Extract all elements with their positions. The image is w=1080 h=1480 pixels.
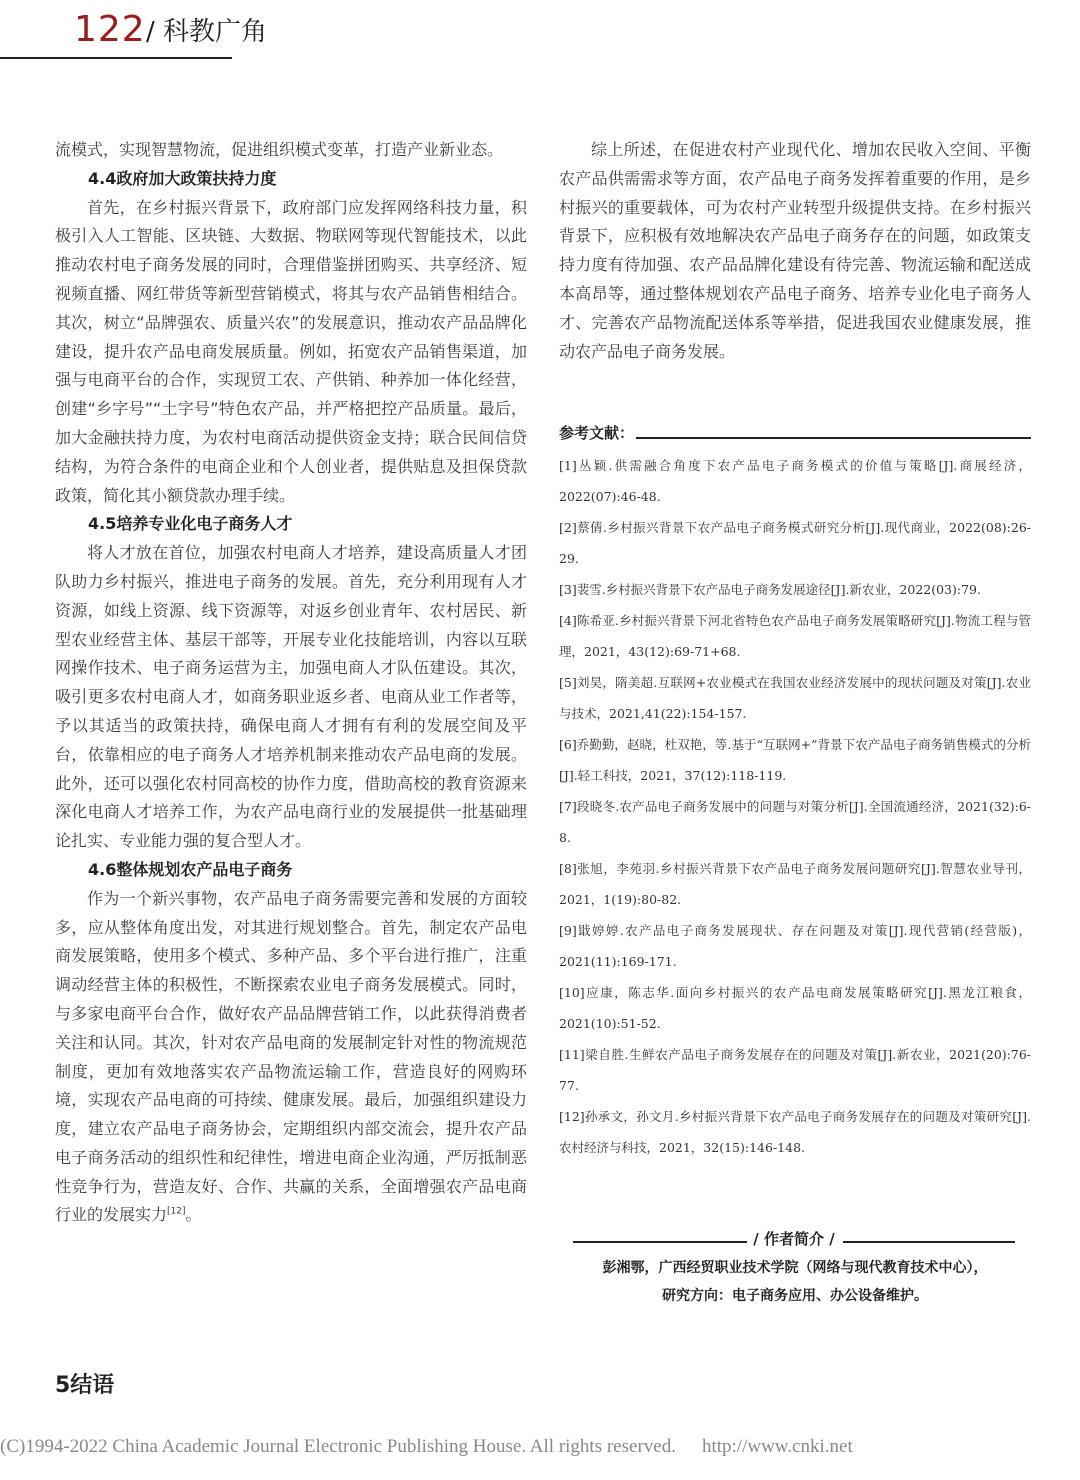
copyright-footer <box>0 1436 1080 1458</box>
page-number: 122 <box>74 9 146 50</box>
copyright-text: (C)1994-2022 China Academic Journal Electronic Publishing House. All rights reserved. <box>0 1436 676 1457</box>
reference-item: [7]段晓冬.农产品电子商务发展中的问题与对策分析[J].全国流通经济，2021(32):6-8. <box>559 799 1031 845</box>
author-rule-right <box>843 1241 1015 1243</box>
reference-item: [2]蔡倩.乡村振兴背景下农产品电子商务模式研究分析[J].现代商业，2022(08):26-29. <box>559 520 1031 566</box>
section-4-6-end: 。 <box>185 1205 202 1225</box>
reference-item: [6]乔勤勤，赵晓，杜双艳，等.基于“互联网+”背景下农产品电子商务销售模式的分析[J].轻工科技，2021，37(12):118-119. <box>559 737 1031 783</box>
intro-paragraph: 流模式，实现智慧物流，促进组织模式变革，打造产业新业态。 <box>55 140 504 159</box>
author-label: / 作者简介 / <box>753 1230 835 1248</box>
reference-item: [10]应康，陈志华.面向乡村振兴的农产品电商发展策略研究[J].黑龙江粮食，2021(10):51-52. <box>559 985 1031 1031</box>
references-list <box>559 450 1031 1163</box>
section-4-5-paragraph: 将人才放在首位，加强农村电商人才培养，建设高质量人才团队助力乡村振兴，推进电子商务的发展。首先，充分利用现有人才资源，如线上资源、线下资源等，对返乡创业青年、农村居民、新型农业经营主体、基层干部等，开展专业化技能培训，内容以互联网操作技术、电子商务运营为主，加强电商人才队伍建设。其次，吸引更多农村电商人才，如商务职业返乡者、电商从业工作者等，予以其适当的政策扶持，确保电商人才拥有有利的发展空间及平台，依靠相应的电子商务人才培养机制来推动农产品电商的发展。此外，还可以强化农村同高校的协作力度，借助高校的教育资源来深化电商人才培养工作，为农产品电商行业的发展提供一批基础理论扎实、专业能力强的复合型人才。 <box>55 543 527 851</box>
page-header <box>0 8 300 54</box>
author-line-1: 彭湘鄂，广西经贸职业技术学院（网络与现代教育技术中心）， <box>602 1260 988 1276</box>
author-line-2: 研究方向：电子商务应用、办公设备维护。 <box>662 1288 928 1304</box>
reference-item: [8]张旭，李苑羽.乡村振兴背景下农产品电子商务发展问题研究[J].智慧农业导刊，2021，1(19):80-82. <box>559 861 1031 907</box>
references-rule <box>627 437 1031 439</box>
references-label: 参考文献： <box>559 424 635 442</box>
conclusion-paragraph: 综上所述，在促进农村产业现代化、增加农民收入空间、平衡农产品供需需求等方面，农产品电子商务发挥着重要的作用，是乡村振兴的重要载体，可为农村产业转型升级提供支持。在乡村振兴背景下，应积极有效地解决农产品电子商务存在的问题，如政策支持力度有待加强、农产品品牌化建设有待完善、物流运输和配送成本高昂等，通过整体规划农产品电子商务、培养专业化电子商务人才、完善农产品物流配送体系等举措，促进我国农业健康发展，推动农产品电子商务发展。 <box>559 140 1031 361</box>
reference-item: [1]丛颖.供需融合角度下农产品电子商务模式的价值与策略[J].商展经济，2022(07):46-48. <box>559 458 1031 504</box>
section-4-6-text: 作为一个新兴事物，农产品电子商务需要完善和发展的方面较多，应从整体角度出发，对其进行规划整合。首先，制定农产品电商发展策略，使用多个模式、多种产品、多个平台进行推广，注重调动经营主体的积极性，不断探索农业电子商务发展模式。同时，与多家电商平台合作，做好农产品品牌营销工作，以此获得消费者关注和认同。其次，针对农产品电商的发展制定针对性的物流规范制度，更加有效地落实农产品物流运输工作，营造良好的网购环境，实现农产品电商的可持续、健康发展。最后，加强组织建设力度，建立农产品电子商务协会，定期组织内部交流会，提升农产品电子商务活动的组织性和纪律性，增进电商企业沟通，严厉抵制恶性竞争行为，营造友好、合作、共赢的关系，全面增强农产品电商行业的发展实力 <box>55 888 527 1225</box>
reference-item: [5]刘昊，隋美超.互联网+农业模式在我国农业经济发展中的现状问题及对策[J].农业与技术，2021,41(22):154-157. <box>559 675 1031 721</box>
reference-item: [11]梁自胜.生鲜农产品电子商务发展存在的问题及对策[J].新农业，2021(20):76-77. <box>559 1047 1031 1093</box>
reference-item: [3]裴雪.乡村振兴背景下农产品电子商务发展途径[J].新农业，2022(03):79. <box>559 582 981 597</box>
section-title: / 科教广角 <box>146 17 268 47</box>
header-rule <box>0 57 232 59</box>
author-bio <box>559 1254 1031 1310</box>
right-column <box>559 136 1031 366</box>
reference-item: [4]陈希亚.乡村振兴背景下河北省特色农产品电子商务发展策略研究[J].物流工程与管理，2021，43(12):69-71+68. <box>559 613 1031 659</box>
reference-item: [12]孙承文，孙文月.乡村振兴背景下农产品电子商务发展存在的问题及对策研究[J].农村经济与科技，2021，32(15):146-148. <box>559 1109 1031 1155</box>
section-4-4-paragraph: 首先，在乡村振兴背景下，政府部门应发挥网络科技力量，积极引入人工智能、区块链、大数据、物联网等现代智能技术，以此推动农村电子商务发展的同时，合理借鉴拼团购买、共享经济、短视频直播、网红带货等新型营销模式，将其与农产品销售相结合。其次，树立“品牌强农、质量兴农”的发展意识，推动农产品品牌化建设，提升农产品电商发展质量。例如，拓宽农产品销售渠道，加强与电商平台的合作，实现贸工农、产供销、种养加一体化经营，创建“乡字号”“土字号”特色农产品，并严格把控产品质量。最后，加大金融扶持力度，为农村电商活动提供资金支持；联合民间信贷结构，为符合条件的电商企业和个人创业者，提供贴息及担保贷款政策，简化其小额贷款办理手续。 <box>55 197 527 505</box>
chapter-5-heading: 5结语 <box>55 1373 115 1398</box>
section-4-5-heading: 4.5培养专业化电子商务人才 <box>88 514 293 534</box>
section-4-4-heading: 4.4政府加大政策扶持力度 <box>88 168 277 188</box>
references-heading <box>559 422 1031 444</box>
left-column <box>55 136 527 1230</box>
footer-url[interactable]: http://www.cnki.net <box>701 1436 853 1457</box>
author-heading <box>573 1228 1015 1252</box>
citation-12[interactable]: [12] <box>167 1207 186 1218</box>
section-4-6-heading: 4.6整体规划农产品电子商务 <box>88 859 293 879</box>
section-4-6-paragraph <box>55 885 527 1231</box>
reference-item: [9]戢婷婷.农产品电子商务发展现状、存在问题及对策[J].现代营销(经营版)，2021(11):169-171. <box>559 923 1031 969</box>
